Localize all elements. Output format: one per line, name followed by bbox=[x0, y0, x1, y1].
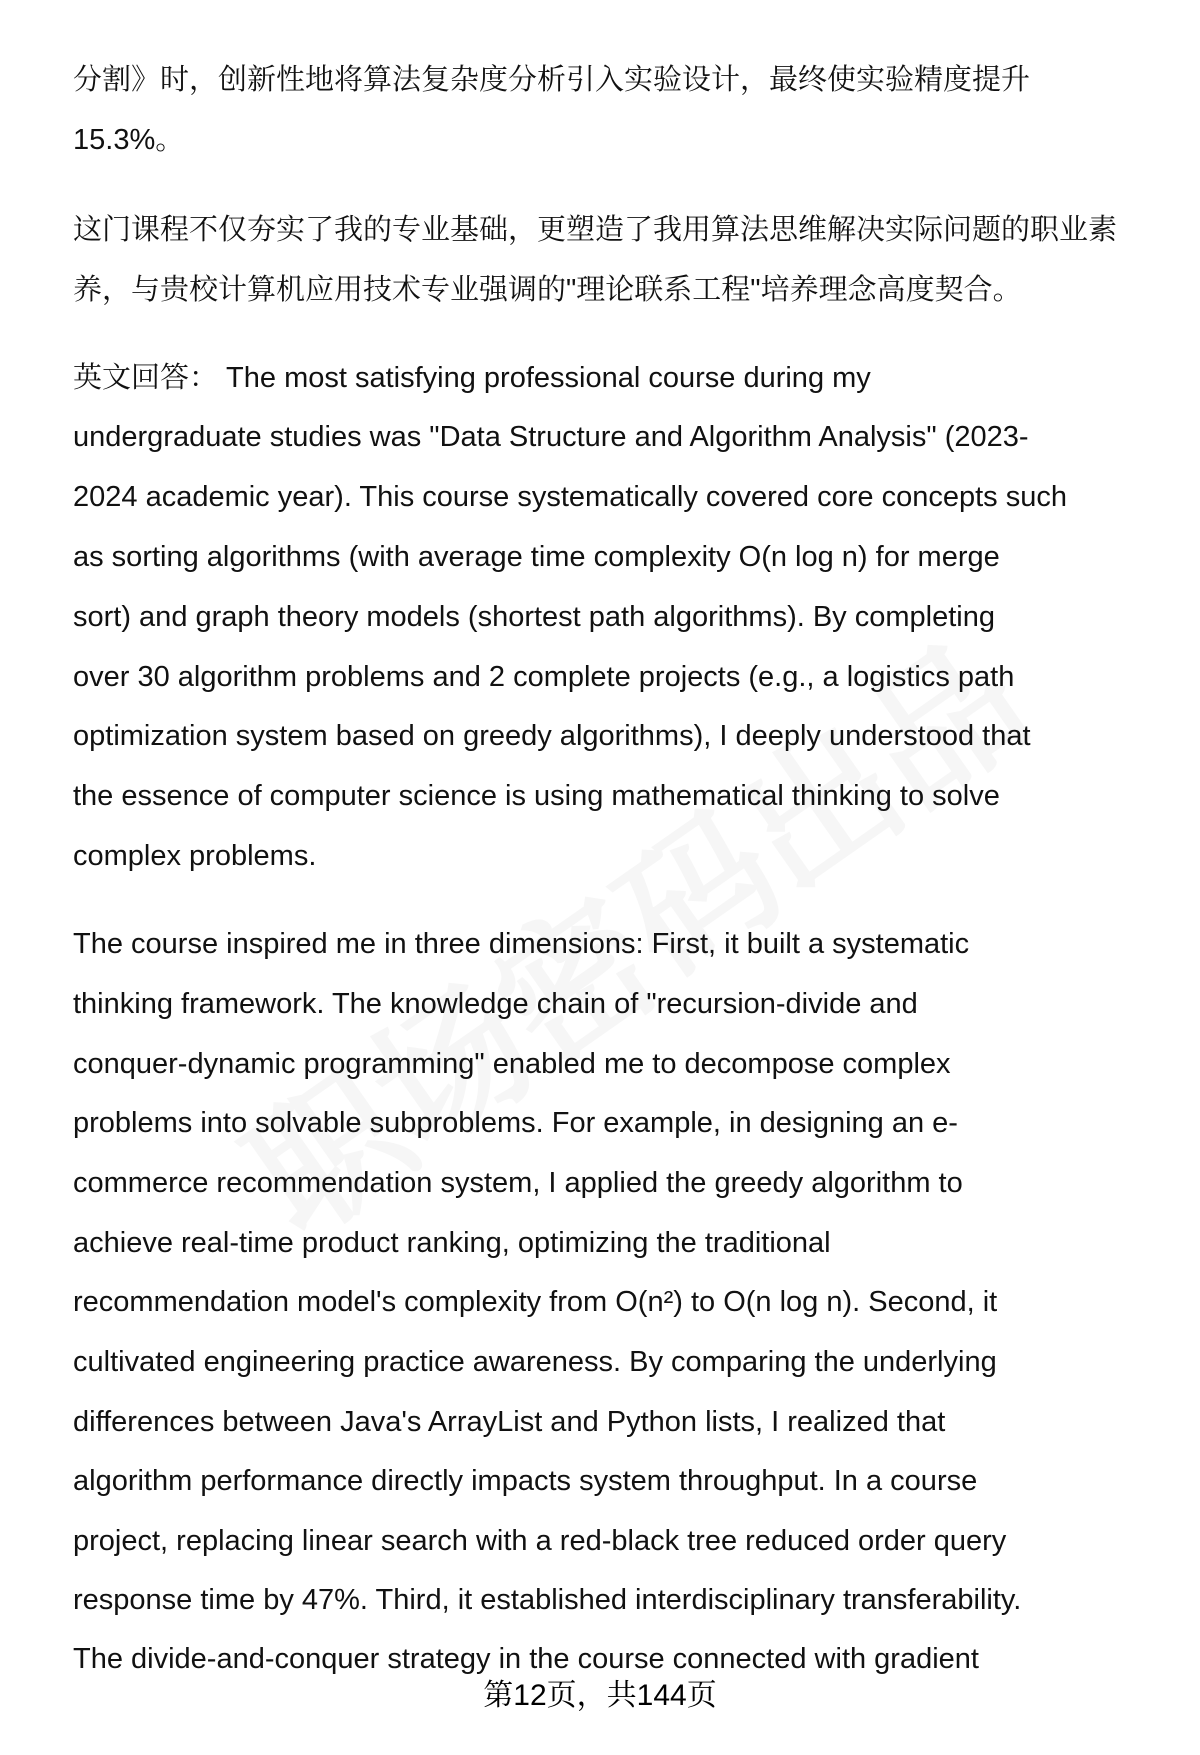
paragraph-4-line: differences between Java's ArrayList and Python lists, I realized that bbox=[73, 1406, 946, 1438]
paragraph-1-line: 15.3%。 bbox=[73, 124, 185, 156]
paragraph-3-line: sort) and graph theory models (shortest path algorithms). By completing bbox=[73, 601, 995, 633]
paragraph-3-line: over 30 algorithm problems and 2 complete projects (e.g., a logistics path bbox=[73, 661, 1015, 693]
paragraph-3-line: undergraduate studies was "Data Structure and Algorithm Analysis" (2023- bbox=[73, 421, 1029, 453]
paragraph-4-line: conquer-dynamic programming" enabled me to decompose complex bbox=[73, 1048, 951, 1080]
paragraph-3-line: 英文回答： The most satisfying professional course during my bbox=[73, 362, 871, 394]
paragraph-3-line: complex problems. bbox=[73, 840, 317, 872]
paragraph-3-line: 2024 academic year). This course systematically covered core concepts such bbox=[73, 481, 1067, 513]
paragraph-2-line: 养，与贵校计算机应用技术专业强调的"理论联系工程"培养理念高度契合。 bbox=[73, 274, 1022, 306]
paragraph-4-line: algorithm performance directly impacts system throughput. In a course bbox=[73, 1465, 978, 1497]
paragraph-4-line: project, replacing linear search with a red-black tree reduced order query bbox=[73, 1525, 1007, 1557]
paragraph-3-line: as sorting algorithms (with average time complexity O(n log n) for merge bbox=[73, 541, 1000, 573]
paragraph-3-line: the essence of computer science is using mathematical thinking to solve bbox=[73, 780, 1000, 812]
paragraph-3-line: optimization system based on greedy algorithms), I deeply understood that bbox=[73, 720, 1031, 752]
paragraph-4-line: commerce recommendation system, I applied the greedy algorithm to bbox=[73, 1167, 963, 1199]
paragraph-4-line: The divide-and-conquer strategy in the course connected with gradient bbox=[73, 1643, 979, 1675]
paragraph-2-line: 这门课程不仅夯实了我的专业基础，更塑造了我用算法思维解决实际问题的职业素 bbox=[73, 214, 1118, 246]
paragraph-4-line: cultivated engineering practice awareness. By comparing the underlying bbox=[73, 1346, 997, 1378]
paragraph-4-line: The course inspired me in three dimensions: First, it built a systematic bbox=[73, 928, 970, 960]
paragraph-4-line: recommendation model's complexity from O(n²) to O(n log n). Second, it bbox=[73, 1286, 998, 1318]
paragraph-4-line: thinking framework. The knowledge chain of "recursion-divide and bbox=[73, 988, 918, 1020]
paragraph-4-line: response time by 47%. Third, it established interdisciplinary transferability. bbox=[73, 1584, 1022, 1616]
page-footer: 第12页，共144页 bbox=[483, 1679, 717, 1712]
paragraph-4-line: problems into solvable subproblems. For example, in designing an e- bbox=[73, 1107, 958, 1139]
paragraph-4-line: achieve real-time product ranking, optimizing the traditional bbox=[73, 1227, 831, 1259]
paragraph-1-line: 分割》时，创新性地将算法复杂度分析引入实验设计，最终使实验精度提升 bbox=[73, 64, 1031, 96]
